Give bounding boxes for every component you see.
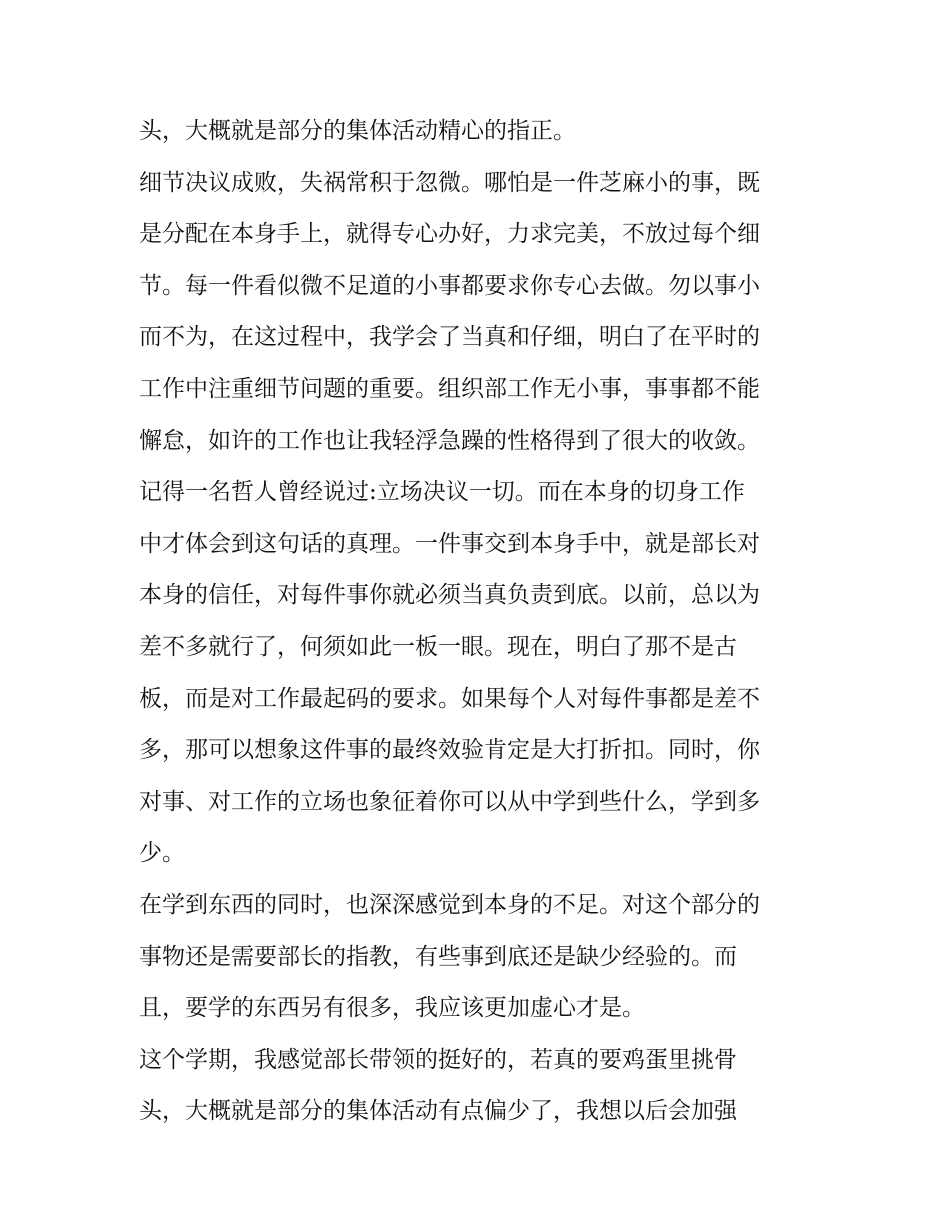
text-line: 这个学期，我感觉部长带领的挺好的，若真的要鸡蛋里挑骨 [139,1046,737,1073]
text-line: 且，要学的东西另有很多，我应该更加虚心才是。 [139,995,645,1022]
text-line: 本身的信任，对每件事你就必须当真负责到底。以前，总以为 [139,582,760,609]
text-line: 而不为，在这过程中，我学会了当真和仔细，明白了在平时的 [139,324,760,351]
text-line: 板，而是对工作最起码的要求。如果每个人对每件事都是差不 [139,685,760,712]
text-line: 细节决议成败，失祸常积于忽微。哪怕是一件芝麻小的事，既 [139,169,760,196]
text-line: 多，那可以想象这件事的最终效验肯定是大打折扣。同时，你 [139,737,760,764]
text-line: 节。每一件看似微不足道的小事都要求你专心去做。勿以事小 [139,272,760,299]
text-line: 懈怠，如许的工作也让我轻浮急躁的性格得到了很大的收敛。 [139,427,760,454]
document-body [139,106,839,1138]
text-line: 中才体会到这句话的真理。一件事交到本身手中，就是部长对 [139,530,760,557]
text-line: 头，大概就是部分的集体活动有点偏少了，我想以后会加强 [139,1098,737,1125]
text-line: 对事、对工作的立场也象征着你可以从中学到些什么，学到多 [139,788,760,815]
text-line: 事物还是需要部长的指教，有些事到底还是缺少经验的。而 [139,943,737,970]
text-line: 是分配在本身手上，就得专心办好，力求完美，不放过每个细 [139,221,760,248]
text-line: 记得一名哲人曾经说过:立场决议一切。而在本身的切身工作 [139,479,745,506]
text-line: 头，大概就是部分的集体活动精心的指正。 [139,118,576,144]
text-line: 工作中注重细节问题的重要。组织部工作无小事，事事都不能 [139,375,760,402]
text-line: 少。 [139,840,185,867]
text-line: 差不多就行了，何须如此一板一眼。现在，明白了那不是古 [139,633,737,660]
text-line: 在学到东西的同时，也深深感觉到本身的不足。对这个部分的 [139,891,760,918]
